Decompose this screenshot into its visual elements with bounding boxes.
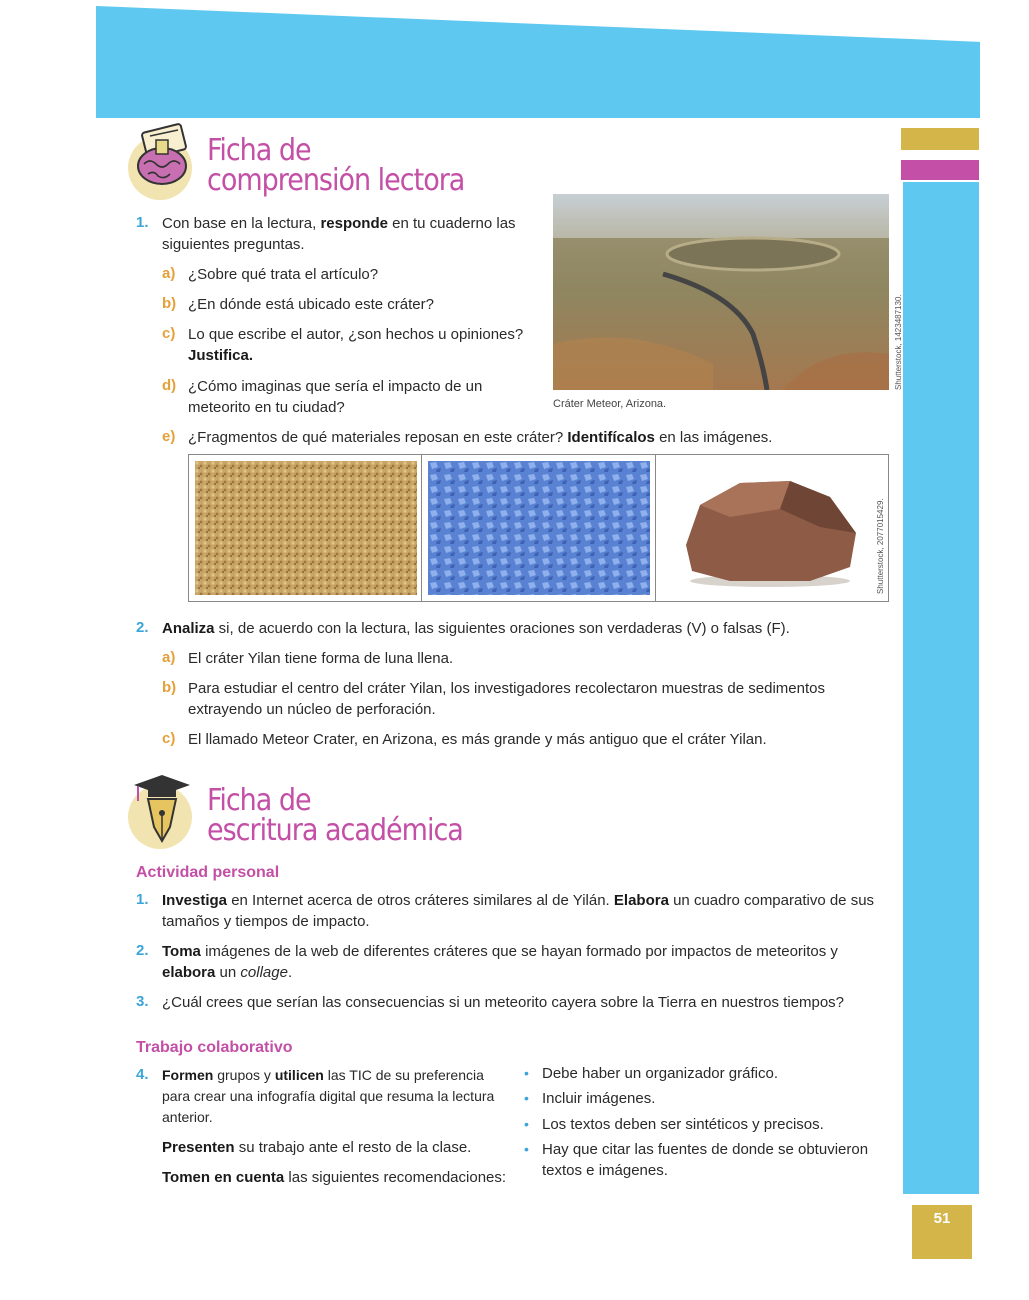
recommendation-item: Incluir imágenes. — [542, 1090, 656, 1107]
item-letter: a) — [162, 265, 176, 282]
recommendation-item: Hay que citar las fuentes de donde se obtuvieron textos e imágenes. — [542, 1141, 869, 1179]
brain-icon-circle — [128, 136, 192, 200]
question-number: 1. — [136, 214, 149, 231]
materials-image-box — [188, 454, 889, 602]
crater-photo — [553, 194, 889, 390]
item-letter: c) — [162, 730, 176, 747]
photo-caption: Cráter Meteor, Arizona. — [553, 398, 667, 410]
writing-section-title: Ficha de escritura académica — [207, 783, 463, 848]
recommendation-item: Los textos deben ser sintéticos y precisos. — [542, 1116, 824, 1133]
present-text: Presenten su trabajo ante el resto de la clase. — [162, 1139, 472, 1156]
question-2a-text: El cráter Yilan tiene forma de luna llena. — [188, 650, 454, 667]
activity-4-text: Formen grupos y utilicen las TIC de su preferencia para crear una infografía digital que resuma la lectura anterior. — [162, 1067, 495, 1125]
item-letter: b) — [162, 295, 177, 312]
question-number: 1. — [136, 891, 149, 908]
materials-credit: Shutterstock, 2077015429. — [876, 498, 885, 594]
bullet-icon: • — [524, 1090, 529, 1106]
reading-section-title: Ficha de comprensión lectora — [207, 133, 465, 198]
graduation-icon-circle — [128, 785, 192, 849]
question-number: 2. — [136, 942, 149, 959]
blue-crystal-image — [422, 455, 656, 601]
question-1c-text: Lo que escribe el autor, ¿son hechos u opiniones? Justifica. — [188, 326, 524, 364]
question-number: 3. — [136, 993, 149, 1010]
personal-activity-heading: Actividad personal — [136, 864, 280, 881]
page-number: 51 — [912, 1205, 972, 1259]
item-letter: a) — [162, 649, 176, 666]
question-number: 4. — [136, 1066, 149, 1083]
recommendation-item: Debe haber un organizador gráfico. — [542, 1065, 778, 1082]
bullet-icon: • — [524, 1065, 529, 1081]
question-1e-text: ¿Fragmentos de qué materiales reposan en este cráter? Identifícalos en las imágenes. — [188, 429, 773, 446]
bullet-icon: • — [524, 1116, 529, 1132]
bullet-icon: • — [524, 1141, 529, 1157]
item-letter: e) — [162, 428, 176, 445]
activity-2-text: Toma imágenes de la web de diferentes cráteres que se hayan formado por impactos de meteoritos y elabora un collage. — [162, 943, 838, 981]
question-1a-text: ¿Sobre qué trata el artículo? — [188, 266, 379, 283]
question-1d-text: ¿Cómo imaginas que sería el impacto de un meteorito en tu ciudad? — [188, 378, 483, 416]
section-tab-pink — [901, 160, 979, 180]
collaborative-heading: Trabajo colaborativo — [136, 1039, 293, 1056]
item-letter: d) — [162, 377, 177, 394]
activity-1-text: Investiga en Internet acerca de otros cráteres similares al de Yilán. Elabora un cuadro comparativo de sus tamaños y tiempos de impacto. — [162, 892, 875, 930]
sand-image — [189, 455, 422, 601]
meteorite-rock-image — [656, 455, 888, 601]
item-letter: b) — [162, 679, 177, 696]
graduation-pen-icon — [128, 769, 198, 845]
question-2b-text: Para estudiar el centro del cráter Yilan, los investigadores recolectaron muestras de sedimentos extrayendo un núcleo de perforación. — [188, 680, 825, 718]
question-2c-text: El llamado Meteor Crater, en Arizona, es más grande y más antiguo que el cráter Yilan. — [188, 731, 767, 748]
question-2-text: Analiza si, de acuerdo con la lectura, las siguientes oraciones son verdaderas (V) o falsas (F). — [162, 620, 790, 637]
side-strip — [903, 182, 979, 1194]
activity-3-text: ¿Cuál crees que serían las consecuencias si un meteorito cayera sobre la Tierra en nuestros tiempos? — [162, 994, 845, 1011]
photo-credit: Shutterstock, 1423487130. — [894, 294, 903, 390]
question-1b-text: ¿En dónde está ubicado este cráter? — [188, 296, 434, 313]
consider-text: Tomen en cuenta las siguientes recomendaciones: — [162, 1169, 507, 1186]
section-tab-yellow — [901, 128, 979, 150]
question-1-text: Con base en la lectura, responde en tu cuaderno las siguientes preguntas. — [162, 215, 516, 253]
question-number: 2. — [136, 619, 149, 636]
brain-book-icon — [126, 122, 196, 194]
header-band — [96, 6, 980, 118]
item-letter: c) — [162, 325, 176, 342]
